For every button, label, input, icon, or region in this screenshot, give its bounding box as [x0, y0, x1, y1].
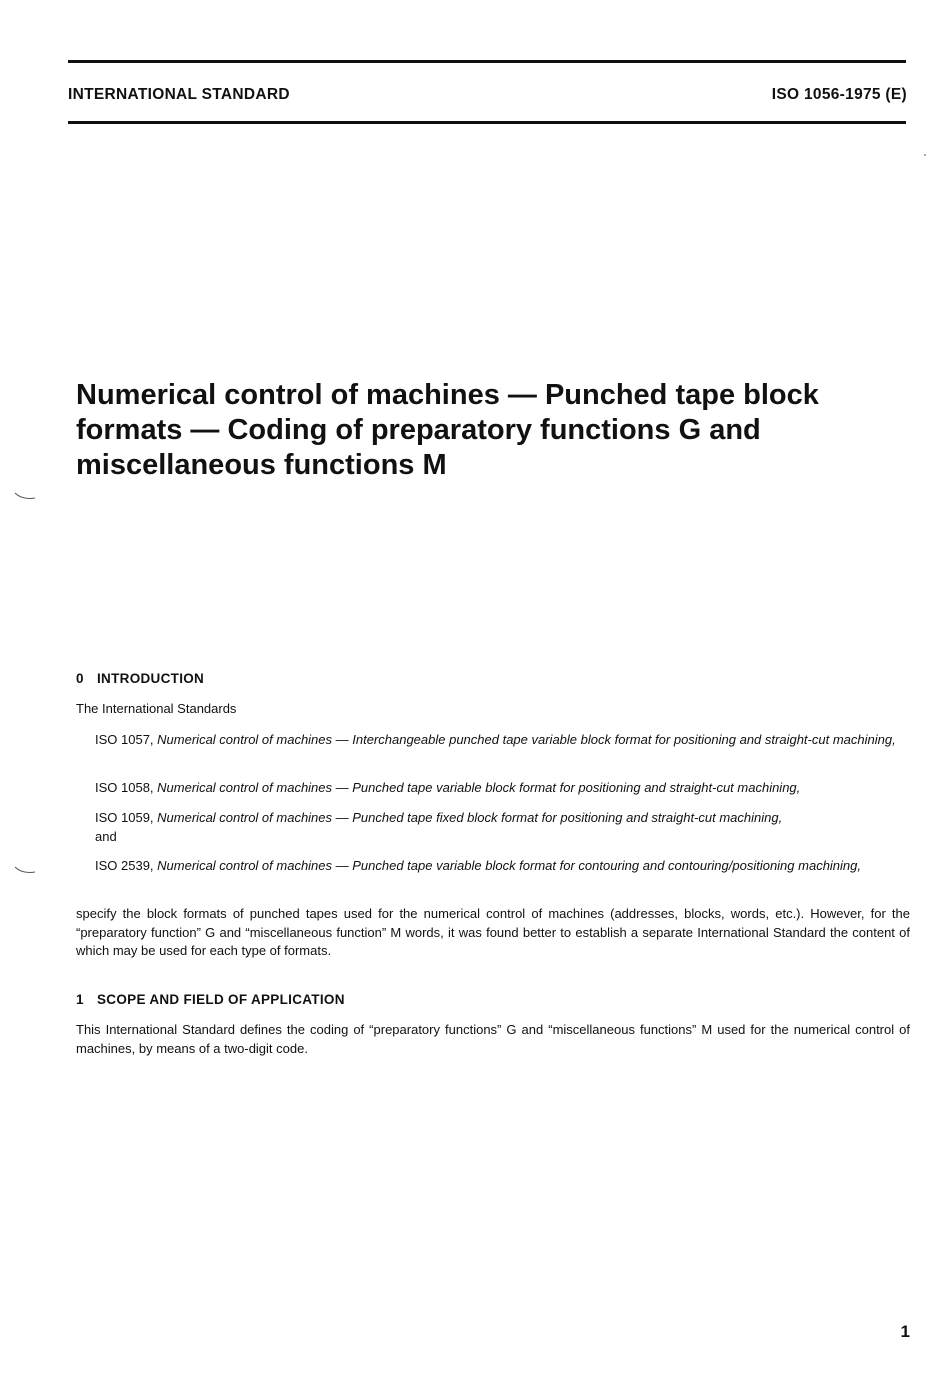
section-number: 0 — [76, 671, 84, 686]
section-title: SCOPE AND FIELD OF APPLICATION — [97, 992, 345, 1007]
standard-number-label: ISO 1056-1975 (E) — [771, 86, 907, 103]
introduction-lead: The International Standards — [76, 701, 237, 716]
margin-punch-mark — [14, 492, 36, 502]
reference-item — [95, 809, 909, 846]
header-bottom-rule — [68, 121, 906, 124]
reference-code: ISO 1059, — [95, 810, 154, 825]
section-number: 1 — [76, 992, 84, 1007]
document-title — [76, 378, 856, 483]
scope-body: This International Standard defines the coding of “preparatory functions” G and “miscellaneous functions” M used for the numerical control of machines, by means of a two-digit code. — [76, 1022, 910, 1056]
reference-title: Numerical control of machines — Interchangeable punched tape variable block format for positioning and straight-cut machining, — [157, 732, 896, 747]
section-title: INTRODUCTION — [97, 671, 205, 686]
reference-item — [95, 779, 909, 798]
document-type-label: INTERNATIONAL STANDARD — [68, 86, 290, 103]
introduction-body: specify the block formats of punched tapes used for the numerical control of machines (addresses, blocks, words, etc.). However, for the “preparatory function” G and “miscellaneous function” M words, it was found better to establish a separate International Standard the content of which may be used for each type of formats. — [76, 906, 910, 958]
reference-title: Numerical control of machines — Punched tape fixed block format for positioning and straight-cut machining, — [157, 810, 783, 825]
reference-item — [95, 731, 909, 750]
margin-punch-mark — [14, 866, 36, 876]
reference-title: Numerical control of machines — Punched tape variable block format for contouring and contouring/positioning machining, — [157, 858, 861, 873]
reference-title: Numerical control of machines — Punched tape variable block format for positioning and straight-cut machining, — [157, 780, 801, 795]
scope-heading — [76, 991, 910, 1010]
reference-code: ISO 1057, — [95, 732, 154, 747]
reference-conjunction: and — [95, 828, 117, 844]
reference-code: ISO 2539, — [95, 858, 154, 873]
header-top-rule — [68, 60, 906, 63]
reference-code: ISO 1058, — [95, 780, 154, 795]
page-number: 1 — [900, 1322, 910, 1341]
title-line-2: formats — Coding of preparatory functions G and — [76, 414, 761, 446]
introduction-heading — [76, 670, 910, 689]
title-line-3: miscellaneous functions M — [76, 449, 447, 481]
title-line-1: Numerical control of machines — Punched tape block — [76, 379, 819, 411]
scan-speck — [924, 154, 926, 156]
reference-item — [95, 857, 909, 876]
